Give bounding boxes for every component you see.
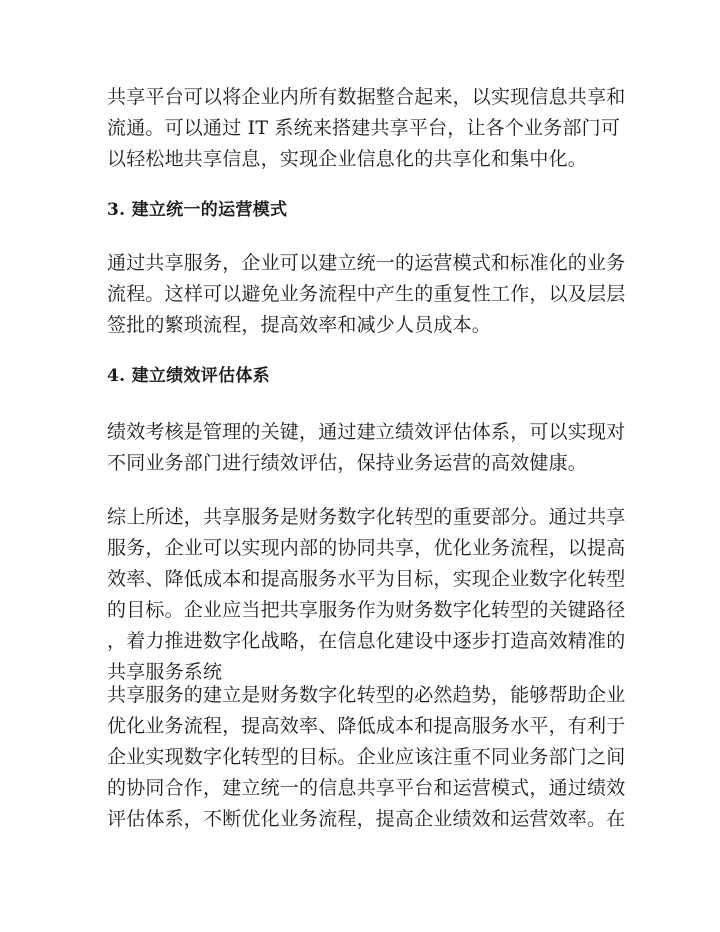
paragraph-line: 不同业务部门进行绩效评估，保持业务运营的高效健康。 xyxy=(107,452,588,474)
paragraph-line: 的目标。企业应当把共享服务作为财务数字化转型的关键路径 xyxy=(107,599,626,621)
paragraph-line: 共享服务的建立是财务数字化转型的必然趋势，能够帮助企业 xyxy=(107,684,626,706)
paragraph-line: 流程。这样可以避免业务流程中产生的重复性工作，以及层层 xyxy=(107,283,626,305)
paragraph-line: 评估体系，不断优化业务流程，提高企业绩效和运营效率。在 xyxy=(107,808,626,830)
paragraph-conclusion xyxy=(107,680,627,835)
paragraph-line: 共享服务系统 xyxy=(107,661,223,683)
paragraph-summary xyxy=(107,502,627,688)
paragraph-performance-evaluation xyxy=(107,417,627,479)
paragraph-line: 绩效考核是管理的关键，通过建立绩效评估体系，可以实现对 xyxy=(107,421,626,443)
paragraph-line: 综上所述，共享服务是财务数字化转型的重要部分。通过共享 xyxy=(107,506,626,528)
paragraph-line: 签批的繁琐流程，提高效率和减少人员成本。 xyxy=(107,314,492,336)
section-heading-performance-evaluation: 4. 建立绩效评估体系 xyxy=(107,366,270,386)
paragraph-line: ，着力推进数字化战略，在信息化建设中逐步打造高效精准的 xyxy=(107,630,626,652)
paragraph-line: 的协同合作，建立统一的信息共享平台和运营模式，通过绩效 xyxy=(107,777,626,799)
paragraph-unified-operations xyxy=(107,248,627,341)
paragraph-line: 流通。可以通过 IT 系统来搭建共享平台，让各个业务部门可 xyxy=(107,117,621,139)
paragraph-line: 共享平台可以将企业内所有数据整合起来，以实现信息共享和 xyxy=(107,86,626,108)
paragraph-line: 优化业务流程，提高效率、降低成本和提高服务水平，有利于 xyxy=(107,715,626,737)
section-heading-unified-operations: 3. 建立统一的运营模式 xyxy=(107,200,288,220)
paragraph-line: 以轻松地共享信息，实现企业信息化的共享化和集中化。 xyxy=(107,148,588,170)
paragraph-line: 通过共享服务，企业可以建立统一的运营模式和标准化的业务 xyxy=(107,252,626,274)
paragraph-line: 服务，企业可以实现内部的协同共享，优化业务流程，以提高 xyxy=(107,537,626,559)
paragraph-line: 企业实现数字化转型的目标。企业应该注重不同业务部门之间 xyxy=(107,746,626,768)
paragraph-line: 效率、降低成本和提高服务水平为目标，实现企业数字化转型 xyxy=(107,568,626,590)
paragraph-shared-platform xyxy=(107,82,627,175)
